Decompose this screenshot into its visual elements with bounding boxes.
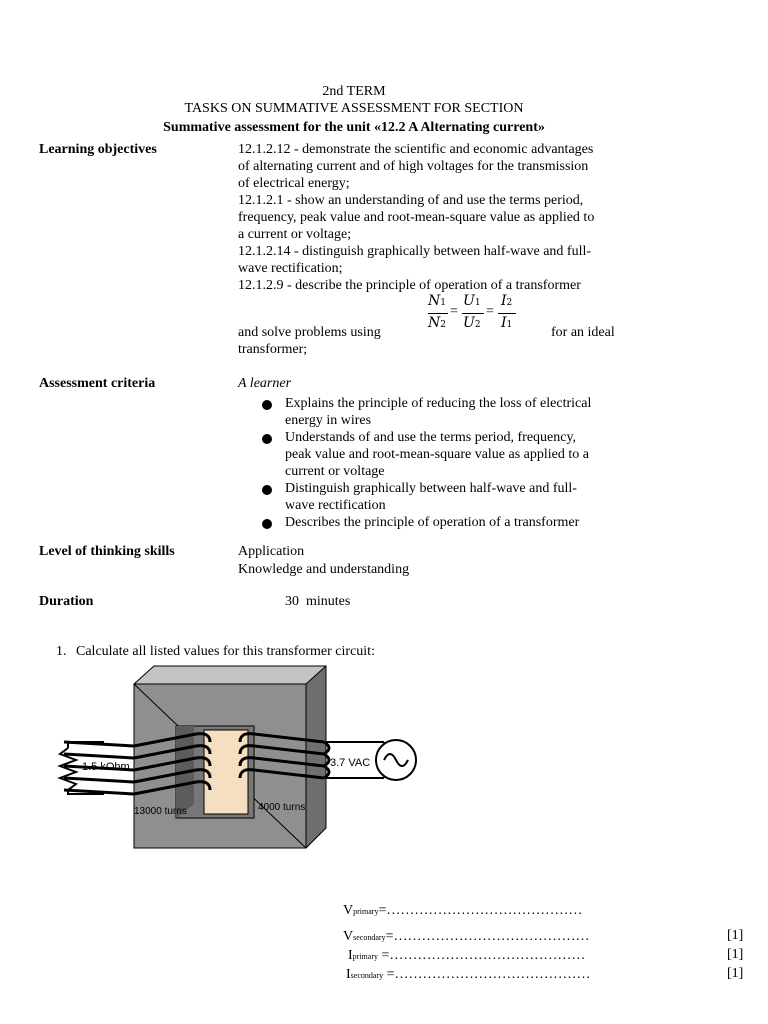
bullet-line: wave rectification (285, 498, 386, 513)
bullet-line: Explains the principle of reducing the loss of electrical (285, 396, 592, 411)
duration-value: 30 minutes (285, 594, 351, 609)
criteria-bullet (262, 429, 637, 480)
source-label: 3.7 VAC (330, 757, 371, 769)
criteria-bullet (262, 480, 637, 514)
objective-line: 12.1.2.9 - describe the principle of operation of a transformer (238, 278, 581, 293)
bullet-line: Distinguish graphically between half-wave and full- (285, 481, 577, 496)
objective-line: 12.1.2.14 - distinguish graphically between half-wave and full- (238, 244, 592, 259)
core-top (134, 666, 326, 684)
bullet-line: energy in wires (285, 413, 372, 428)
question-text: Calculate all listed values for this transformer circuit: (76, 644, 375, 659)
assessment-criteria-label: Assessment criteria (39, 376, 156, 391)
thinking-skills-label: Level of thinking skills (39, 544, 175, 559)
a-learner-text: A learner (238, 376, 292, 391)
objective-line: 12.1.2.12 - demonstrate the scientific and economic advantages (238, 142, 594, 157)
bullet-dot (262, 434, 272, 444)
objective-line: 12.1.2.1 - show an understanding of and use the terms period, (238, 193, 584, 208)
ideal-text: for an ideal (551, 325, 615, 340)
objective-line: wave rectification; (238, 261, 343, 276)
transformer-text: transformer; (238, 342, 308, 357)
thinking-skill-value: Application (238, 544, 305, 559)
tasks-heading: TASKS ON SUMMATIVE ASSESSMENT FOR SECTION (184, 101, 524, 116)
transformer-formula: N1 N2 = U1 U2 = I2 I1 (426, 293, 526, 341)
objective-line: a current or voltage; (238, 227, 352, 242)
mark-i-primary: [1] (727, 947, 744, 962)
resistor-label: 1.5 kOhm (82, 761, 130, 773)
answer-i-primary[interactable]: Iprimary =…………………………………… (348, 948, 586, 963)
answer-v-primary[interactable]: Vprimary=…………………………………… (343, 903, 583, 918)
primary-turns-label: 13000 turns (134, 806, 187, 817)
unit-heading: Summative assessment for the unit «12.2 A Alternating current» (163, 120, 545, 135)
bullet-dot (262, 400, 272, 410)
objective-line: frequency, peak value and root-mean-square value as applied to (238, 210, 595, 225)
question-number: 1. (56, 644, 67, 659)
bullet-line: Understands of and use the terms period, frequency, (285, 430, 577, 445)
objective-line: of electrical energy; (238, 176, 350, 191)
duration-label: Duration (39, 594, 94, 609)
mark-v-secondary: [1] (727, 928, 744, 943)
learning-objectives-text (238, 141, 635, 294)
answer-v-secondary[interactable]: Vsecondary=…………………………………… (343, 929, 590, 944)
answer-i-secondary[interactable]: Isecondary =…………………………………… (346, 967, 591, 982)
objective-line: of alternating current and of high voltages for the transmission (238, 159, 589, 174)
thinking-skill-value: Knowledge and understanding (238, 562, 410, 577)
transformer-diagram (34, 664, 444, 852)
learning-objectives-label: Learning objectives (39, 142, 157, 157)
core-side (306, 666, 326, 848)
term-heading: 2nd TERM (322, 84, 386, 99)
bullet-line: peak value and root-mean-square value as applied to a (285, 447, 589, 462)
bullet-line: current or voltage (285, 464, 385, 479)
solve-problems-text: and solve problems using (238, 325, 381, 340)
bullet-dot (262, 519, 272, 529)
mark-i-secondary: [1] (727, 966, 744, 981)
criteria-bullet (262, 395, 637, 429)
criteria-bullet (262, 514, 637, 531)
bullet-dot (262, 485, 272, 495)
bullet-line: Describes the principle of operation of a transformer (285, 515, 580, 530)
secondary-turns-label: 4000 turns (258, 802, 306, 813)
